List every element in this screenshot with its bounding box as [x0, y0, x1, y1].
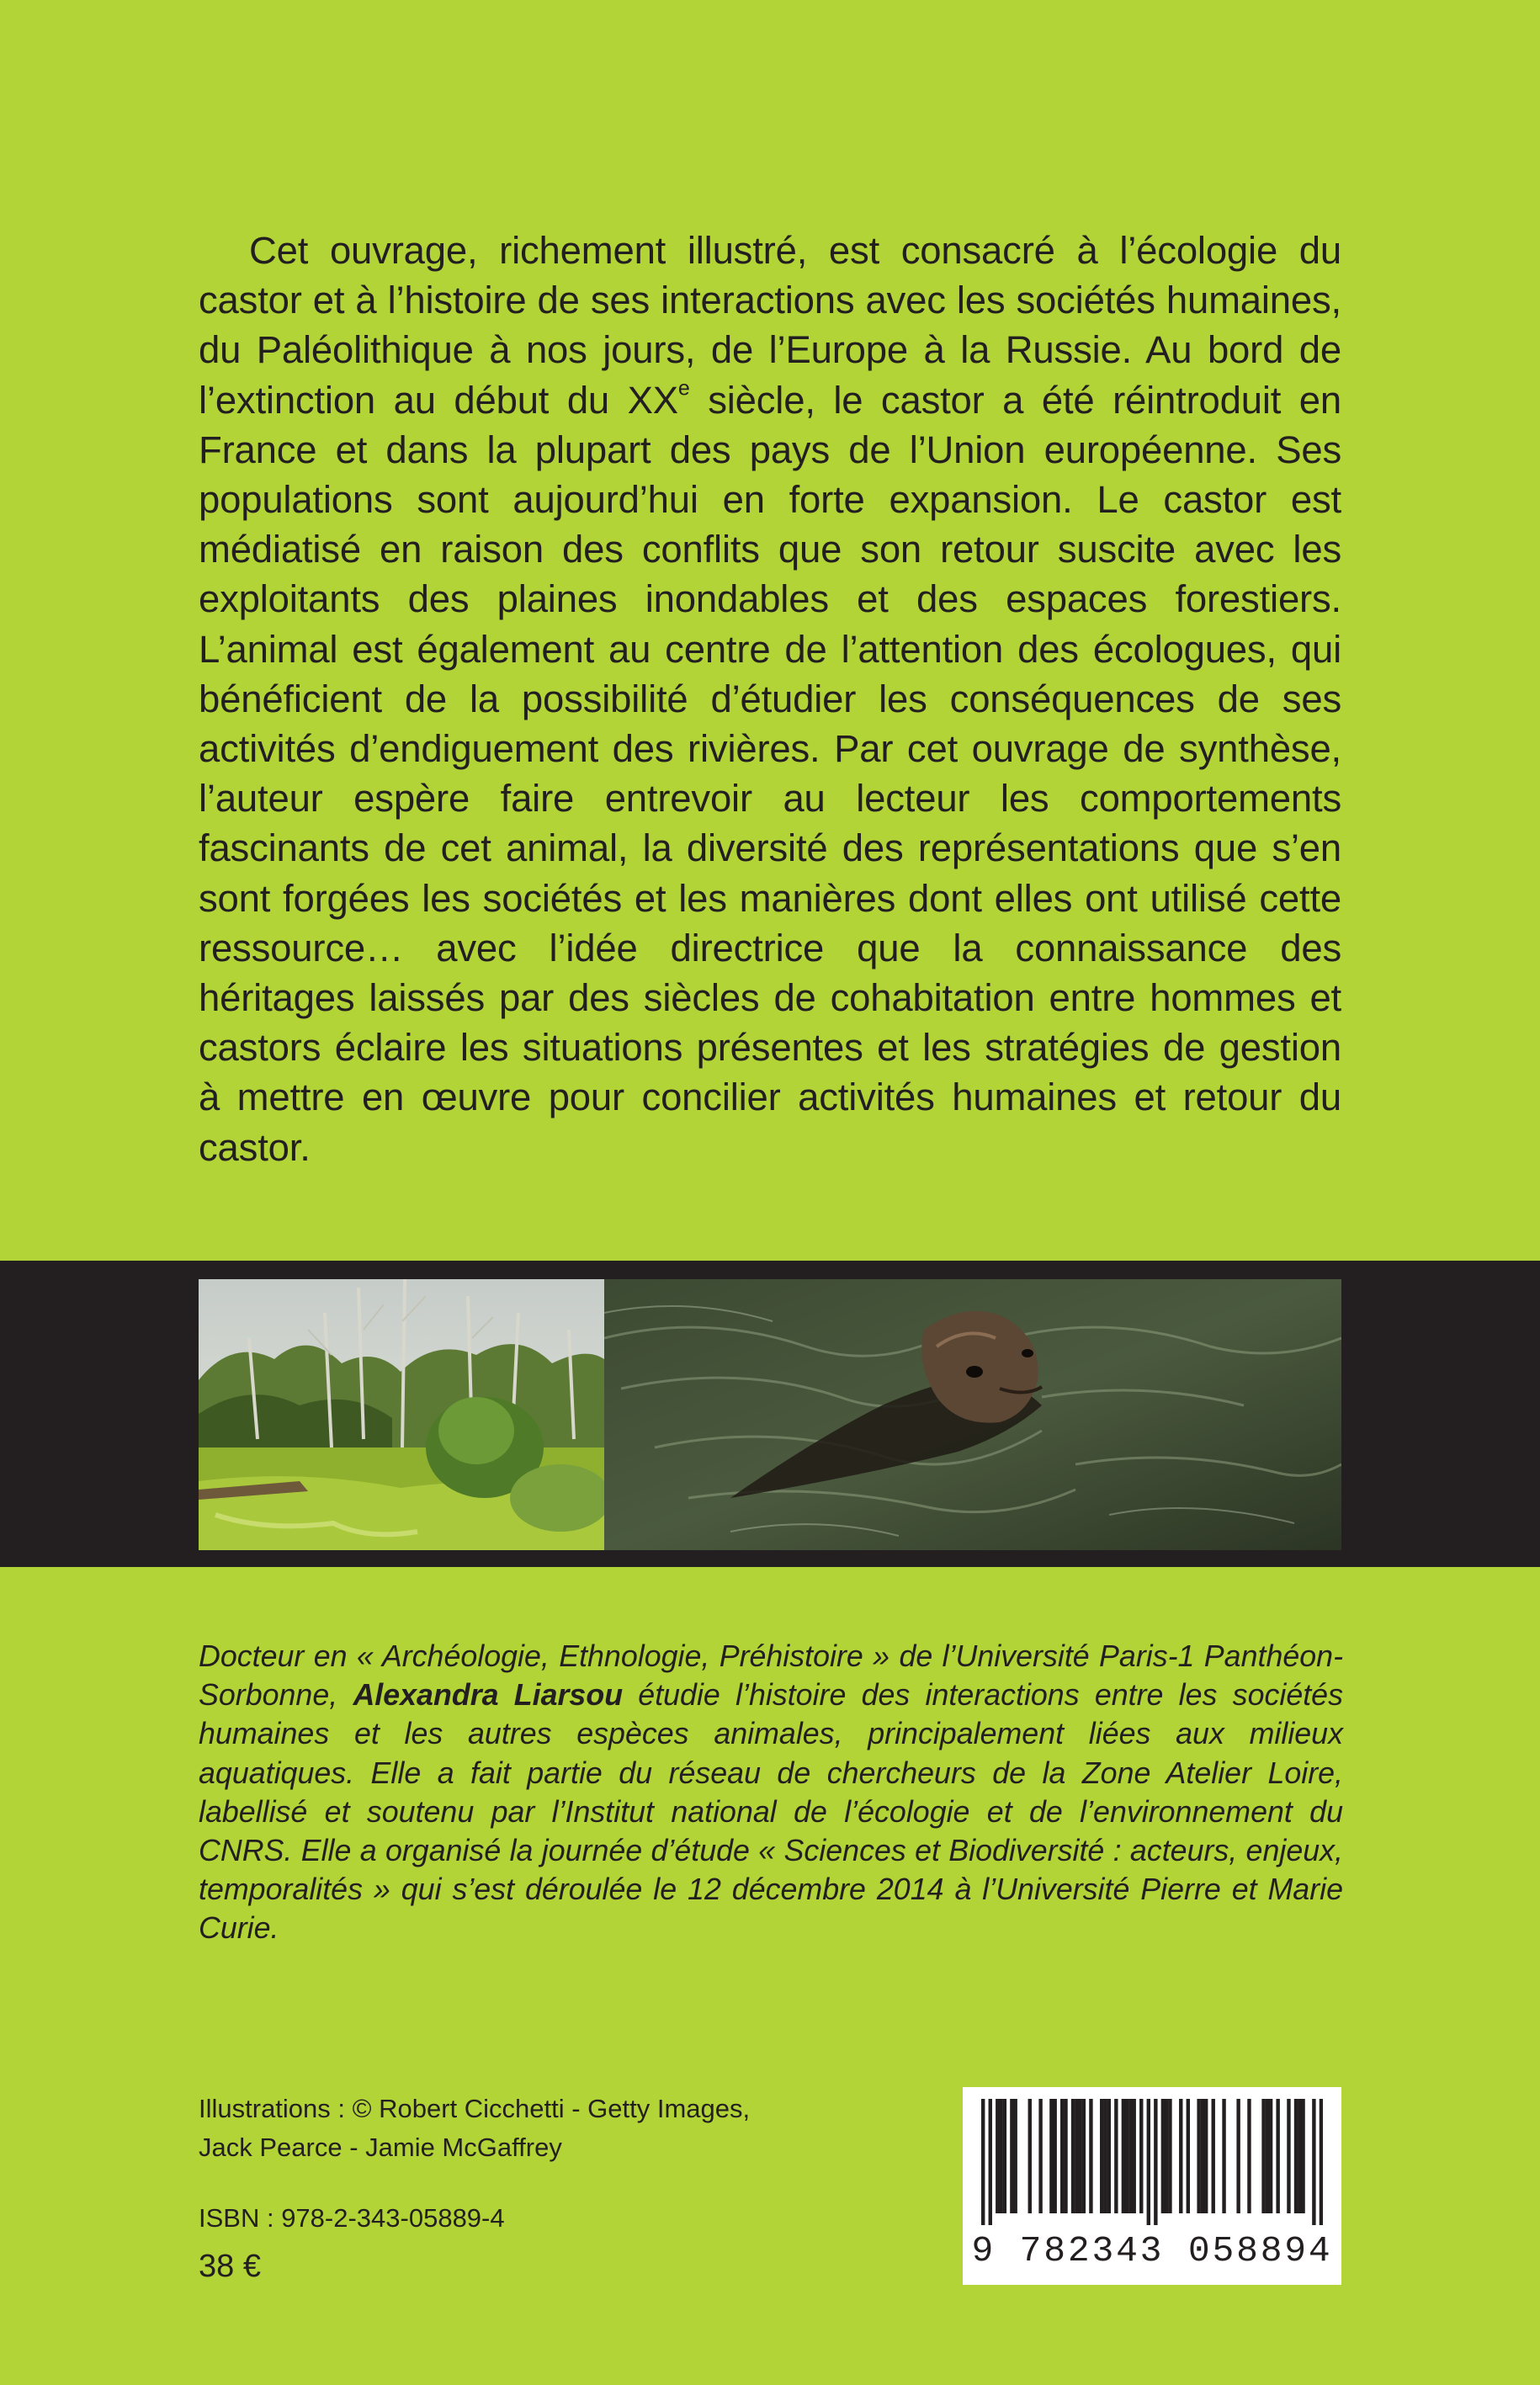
barcode-bar: [1294, 2099, 1298, 2213]
back-cover-summary: [199, 226, 1341, 1172]
barcode-bar: [1269, 2099, 1272, 2213]
century-superscript: e: [677, 376, 690, 401]
barcode-bar: [1060, 2099, 1064, 2213]
price: 38 €: [199, 2249, 261, 2284]
barcode-bar: [1078, 2099, 1081, 2213]
barcode-bar: [1266, 2099, 1269, 2213]
barcode: [963, 2087, 1341, 2285]
illustration-credits: [199, 2090, 956, 2167]
barcode-bar: [1261, 2099, 1265, 2213]
barcode-bars: [981, 2099, 1323, 2225]
barcode-bar: [1103, 2099, 1107, 2213]
barcode-bar: [1010, 2099, 1013, 2213]
barcode-bar: [1038, 2099, 1042, 2213]
barcode-bar: [1147, 2099, 1150, 2225]
barcode-bar: [996, 2099, 999, 2213]
barcode-bar: [1049, 2099, 1053, 2213]
barcode-bar: [1003, 2099, 1006, 2213]
swimming-beaver-photo: [604, 1279, 1341, 1550]
barcode-bar: [1013, 2099, 1017, 2213]
barcode-bar: [1028, 2099, 1032, 2213]
summary-text-part-2: siècle, le castor a été réintroduit en France et dans la plupart des pays de l’Union européenne. Ses populations sont aujourd’hui en forte expansion. Le castor est médiatisé en raison des conflits que son retour suscite avec les exploitants des plaines inondables et des espaces forestiers. L’animal est également au centre de l’attention des écologues, qui bénéficient de la possibilité d’étudier les conséquences de ses activités d’endiguement des rivières. Par cet ouvrage de synthèse, l’auteur espère faire entrevoir au lecteur les comportements fascinants de cet animal, la diversité des représentations que s’en sont forgées les sociétés et les manières dont elles ont utilisé cette ressource… avec l’idée directrice que la connaissance des héritages laissés par des siècles de cohabitation entre hommes et castors éclaire les situations présentes et les stratégies de gestion à mettre en œuvre pour concilier activités humaines et retour du castor.: [199, 378, 1341, 1169]
barcode-bar: [989, 2099, 992, 2225]
bio-text-part-1: Docteur en « Archéologie, Ethnologie, Préhistoire » de l’Université Paris-1 Panthéon-Sorbonne,: [199, 1639, 1343, 1713]
barcode-bar: [1212, 2099, 1215, 2213]
barcode-digits: 9 782343 058894: [971, 2230, 1333, 2271]
barcode-bar: [1276, 2099, 1279, 2213]
barcode-bar: [999, 2099, 1002, 2213]
barcode-bar: [1320, 2099, 1323, 2225]
author-biography: [199, 1637, 1343, 1948]
barcode-bar: [1287, 2099, 1290, 2213]
barcode-bar: [1204, 2099, 1208, 2213]
barcode-bar: [1222, 2099, 1225, 2213]
barcode-bar: [1071, 2099, 1075, 2213]
barcode-bar: [1107, 2099, 1111, 2213]
barcode-bar: [1298, 2099, 1301, 2213]
barcode-bar: [1197, 2099, 1200, 2213]
author-name: Alexandra Liarsou: [353, 1678, 624, 1713]
barcode-bar: [1179, 2099, 1182, 2213]
credits-line-1: Illustrations : © Robert Cicchetti - Getty Images,: [199, 2094, 751, 2123]
beaver-pond-photo: [199, 1279, 604, 1550]
barcode-bar: [1236, 2099, 1240, 2213]
barcode-bar: [981, 2099, 985, 2225]
bio-text-part-2: étudie l’histoire des interactions entre les sociétés humaines et les autres espèces animales, principalement liées aux milieux aquatiques. Elle a fait partie du réseau de chercheurs de la Zone Atelier Loire, labellisé et soutenu par l’Institut national de l’écologie et de l’environnement du CNRS. Elle a organisé la journée d’étude « Sciences et Biodiversité : acteurs, enjeux, temporalités » qui s’est déroulée le 12 décembre 2014 à l’Université Pierre et Marie Curie.: [199, 1678, 1343, 1946]
barcode-bar: [1168, 2099, 1171, 2213]
barcode-bar: [1075, 2099, 1078, 2213]
barcode-bar: [1139, 2099, 1143, 2213]
barcode-bar: [1053, 2099, 1056, 2213]
barcode-bar: [1165, 2099, 1168, 2213]
barcode-bar: [1114, 2099, 1118, 2213]
barcode-bar: [1301, 2099, 1304, 2213]
barcode-bar: [1187, 2099, 1190, 2213]
barcode-bar: [1312, 2099, 1315, 2225]
barcode-bar: [1100, 2099, 1103, 2213]
barcode-bar: [1154, 2099, 1157, 2225]
barcode-bar: [1247, 2099, 1251, 2213]
barcode-bar: [1064, 2099, 1067, 2213]
credits-line-2: Jack Pearce - Jamie McGaffrey: [199, 2133, 562, 2162]
summary-text-part-1: Cet ouvrage, richement illustré, est consacré à l’écologie du castor et à l’histoire de ses interactions avec les sociétés humaines, du Paléolithique à nos jours, de l’Europe à la Russie. Au bord de l’extinction au début du XX: [199, 229, 1341, 422]
barcode-bar: [1201, 2099, 1204, 2213]
barcode-bar: [1128, 2099, 1132, 2213]
barcode-bar: [1082, 2099, 1086, 2213]
photo-band: [0, 1261, 1540, 1567]
barcode-bar: [1132, 2099, 1135, 2213]
barcode-bar: [1161, 2099, 1165, 2213]
isbn: ISBN : 978-2-343-05889-4: [199, 2203, 505, 2233]
barcode-bar: [1125, 2099, 1128, 2213]
barcode-bar: [1089, 2099, 1092, 2213]
barcode-bar: [1122, 2099, 1125, 2213]
